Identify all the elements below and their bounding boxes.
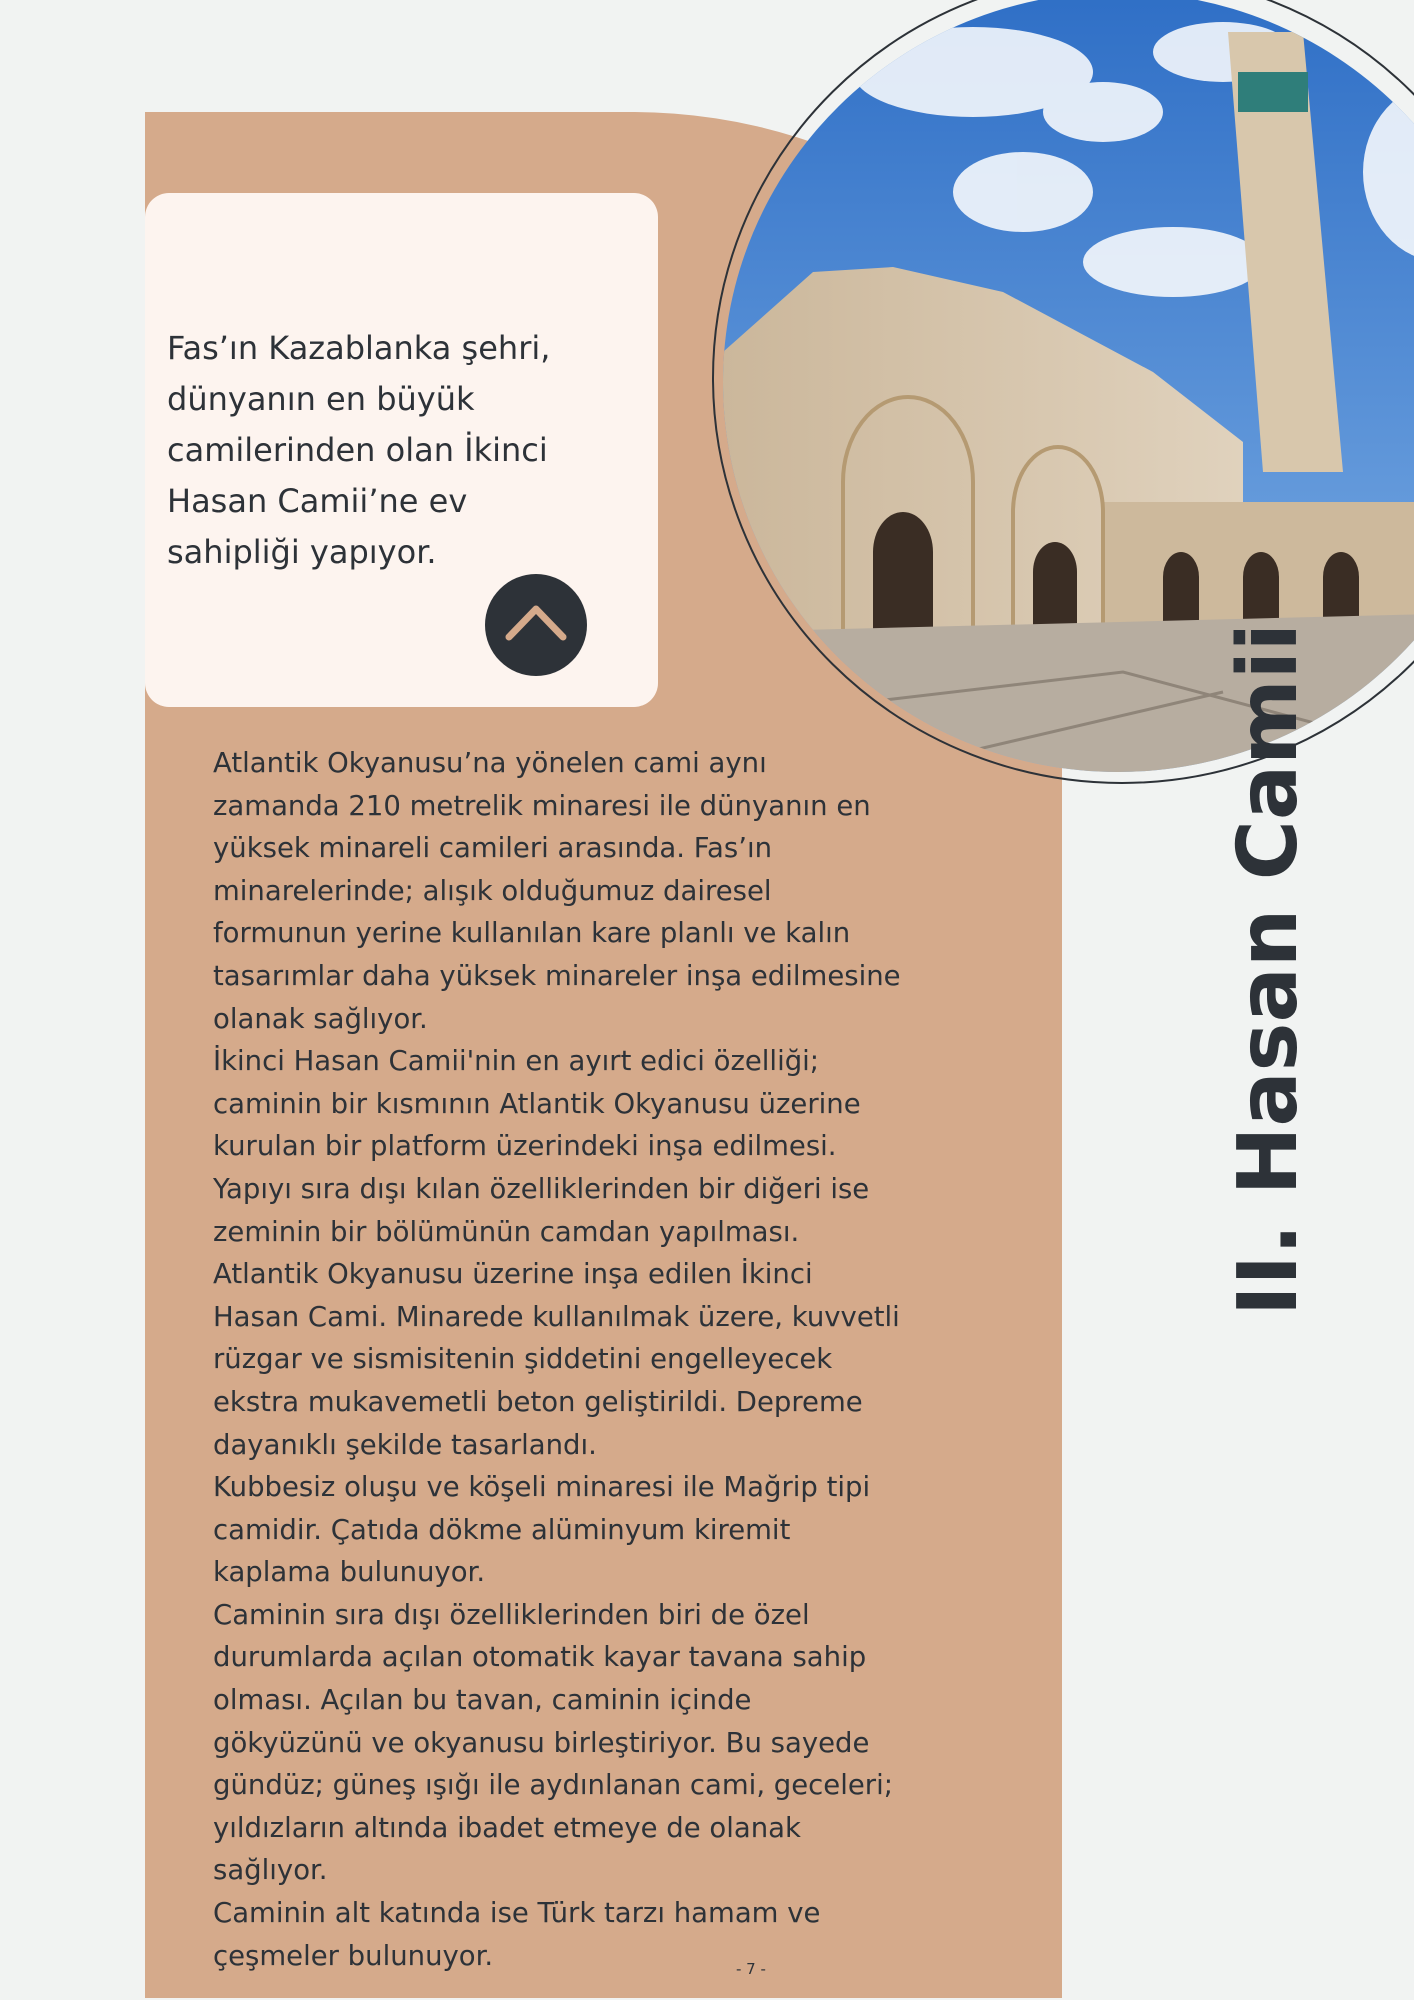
page-number: - 7 -	[736, 1960, 766, 1978]
scroll-up-button[interactable]	[485, 574, 587, 676]
intro-line: Hasan Camii’ne ev	[167, 482, 468, 520]
body-line: formunun yerine kullanılan kare planlı ve kalın	[213, 917, 851, 950]
body-line: çeşmeler bulunuyor.	[213, 1939, 494, 1972]
body-line: Hasan Cami. Minarede kullanılmak üzere, kuvvetli	[213, 1300, 900, 1333]
body-line: kaplama bulunuyor.	[213, 1556, 486, 1589]
body-line: Caminin sıra dışı özelliklerinden biri de özel	[213, 1598, 810, 1631]
article-body	[213, 742, 901, 1977]
body-line: kurulan bir platform üzerindeki inşa edilmesi.	[213, 1130, 837, 1163]
body-line: zamanda 210 metrelik minaresi ile dünyanın en	[213, 789, 871, 822]
body-line: Atlantik Okyanusu’na yönelen cami aynı	[213, 747, 767, 779]
intro-line: Fas’ın Kazablanka şehri,	[167, 329, 551, 367]
body-line: caminin bir kısmının Atlantik Okyanusu üzerine	[213, 1087, 861, 1120]
body-line: durumlarda açılan otomatik kayar tavana sahip	[213, 1641, 867, 1674]
body-line: yıldızların altında ibadet etmeye de olanak	[213, 1811, 801, 1844]
chevron-up-icon	[485, 574, 587, 676]
intro-line: dünyanın en büyük	[167, 380, 475, 418]
body-line: minarelerinde; alışık olduğumuz dairesel	[213, 874, 772, 907]
page-title: II. Hasan Camii	[1221, 623, 1316, 1316]
intro-line: sahipliği yapıyor.	[167, 533, 437, 571]
body-line: sağlıyor.	[213, 1854, 328, 1887]
body-line: ekstra mukavemetli beton geliştirildi. Depreme	[213, 1385, 863, 1418]
body-line: Atlantik Okyanusu üzerine inşa edilen İkinci	[213, 1258, 813, 1291]
body-line: Kubbesiz oluşu ve köşeli minaresi ile Mağrip tipi	[213, 1471, 871, 1504]
body-line: Caminin alt katında ise Türk tarzı hamam ve	[213, 1897, 821, 1930]
body-line: İkinci Hasan Camii'nin en ayırt edici özelliği;	[213, 1045, 820, 1078]
body-line: olması. Açılan bu tavan, caminin içinde	[213, 1684, 752, 1717]
body-line: dayanıklı şekilde tasarlandı.	[213, 1428, 597, 1461]
body-line: olanak sağlıyor.	[213, 1002, 428, 1035]
body-line: rüzgar ve sismisitenin şiddetini engelleyecek	[213, 1343, 833, 1376]
body-line: gökyüzünü ve okyanusu birleştiriyor. Bu sayede	[213, 1726, 870, 1759]
intro-text	[167, 323, 647, 578]
intro-line: camilerinden olan İkinci	[167, 431, 548, 469]
body-line: gündüz; güneş ışığı ile aydınlanan cami, geceleri;	[213, 1769, 893, 1802]
body-line: zeminin bir bölümünün camdan yapılması.	[213, 1215, 800, 1248]
body-line: camidir. Çatıda dökme alüminyum kiremit	[213, 1513, 791, 1546]
body-line: tasarımlar daha yüksek minareler inşa edilmesine	[213, 959, 901, 992]
body-line: yüksek minareli camileri arasında. Fas’ın	[213, 832, 773, 865]
body-line: Yapıyı sıra dışı kılan özelliklerinden bir diğeri ise	[213, 1172, 870, 1205]
